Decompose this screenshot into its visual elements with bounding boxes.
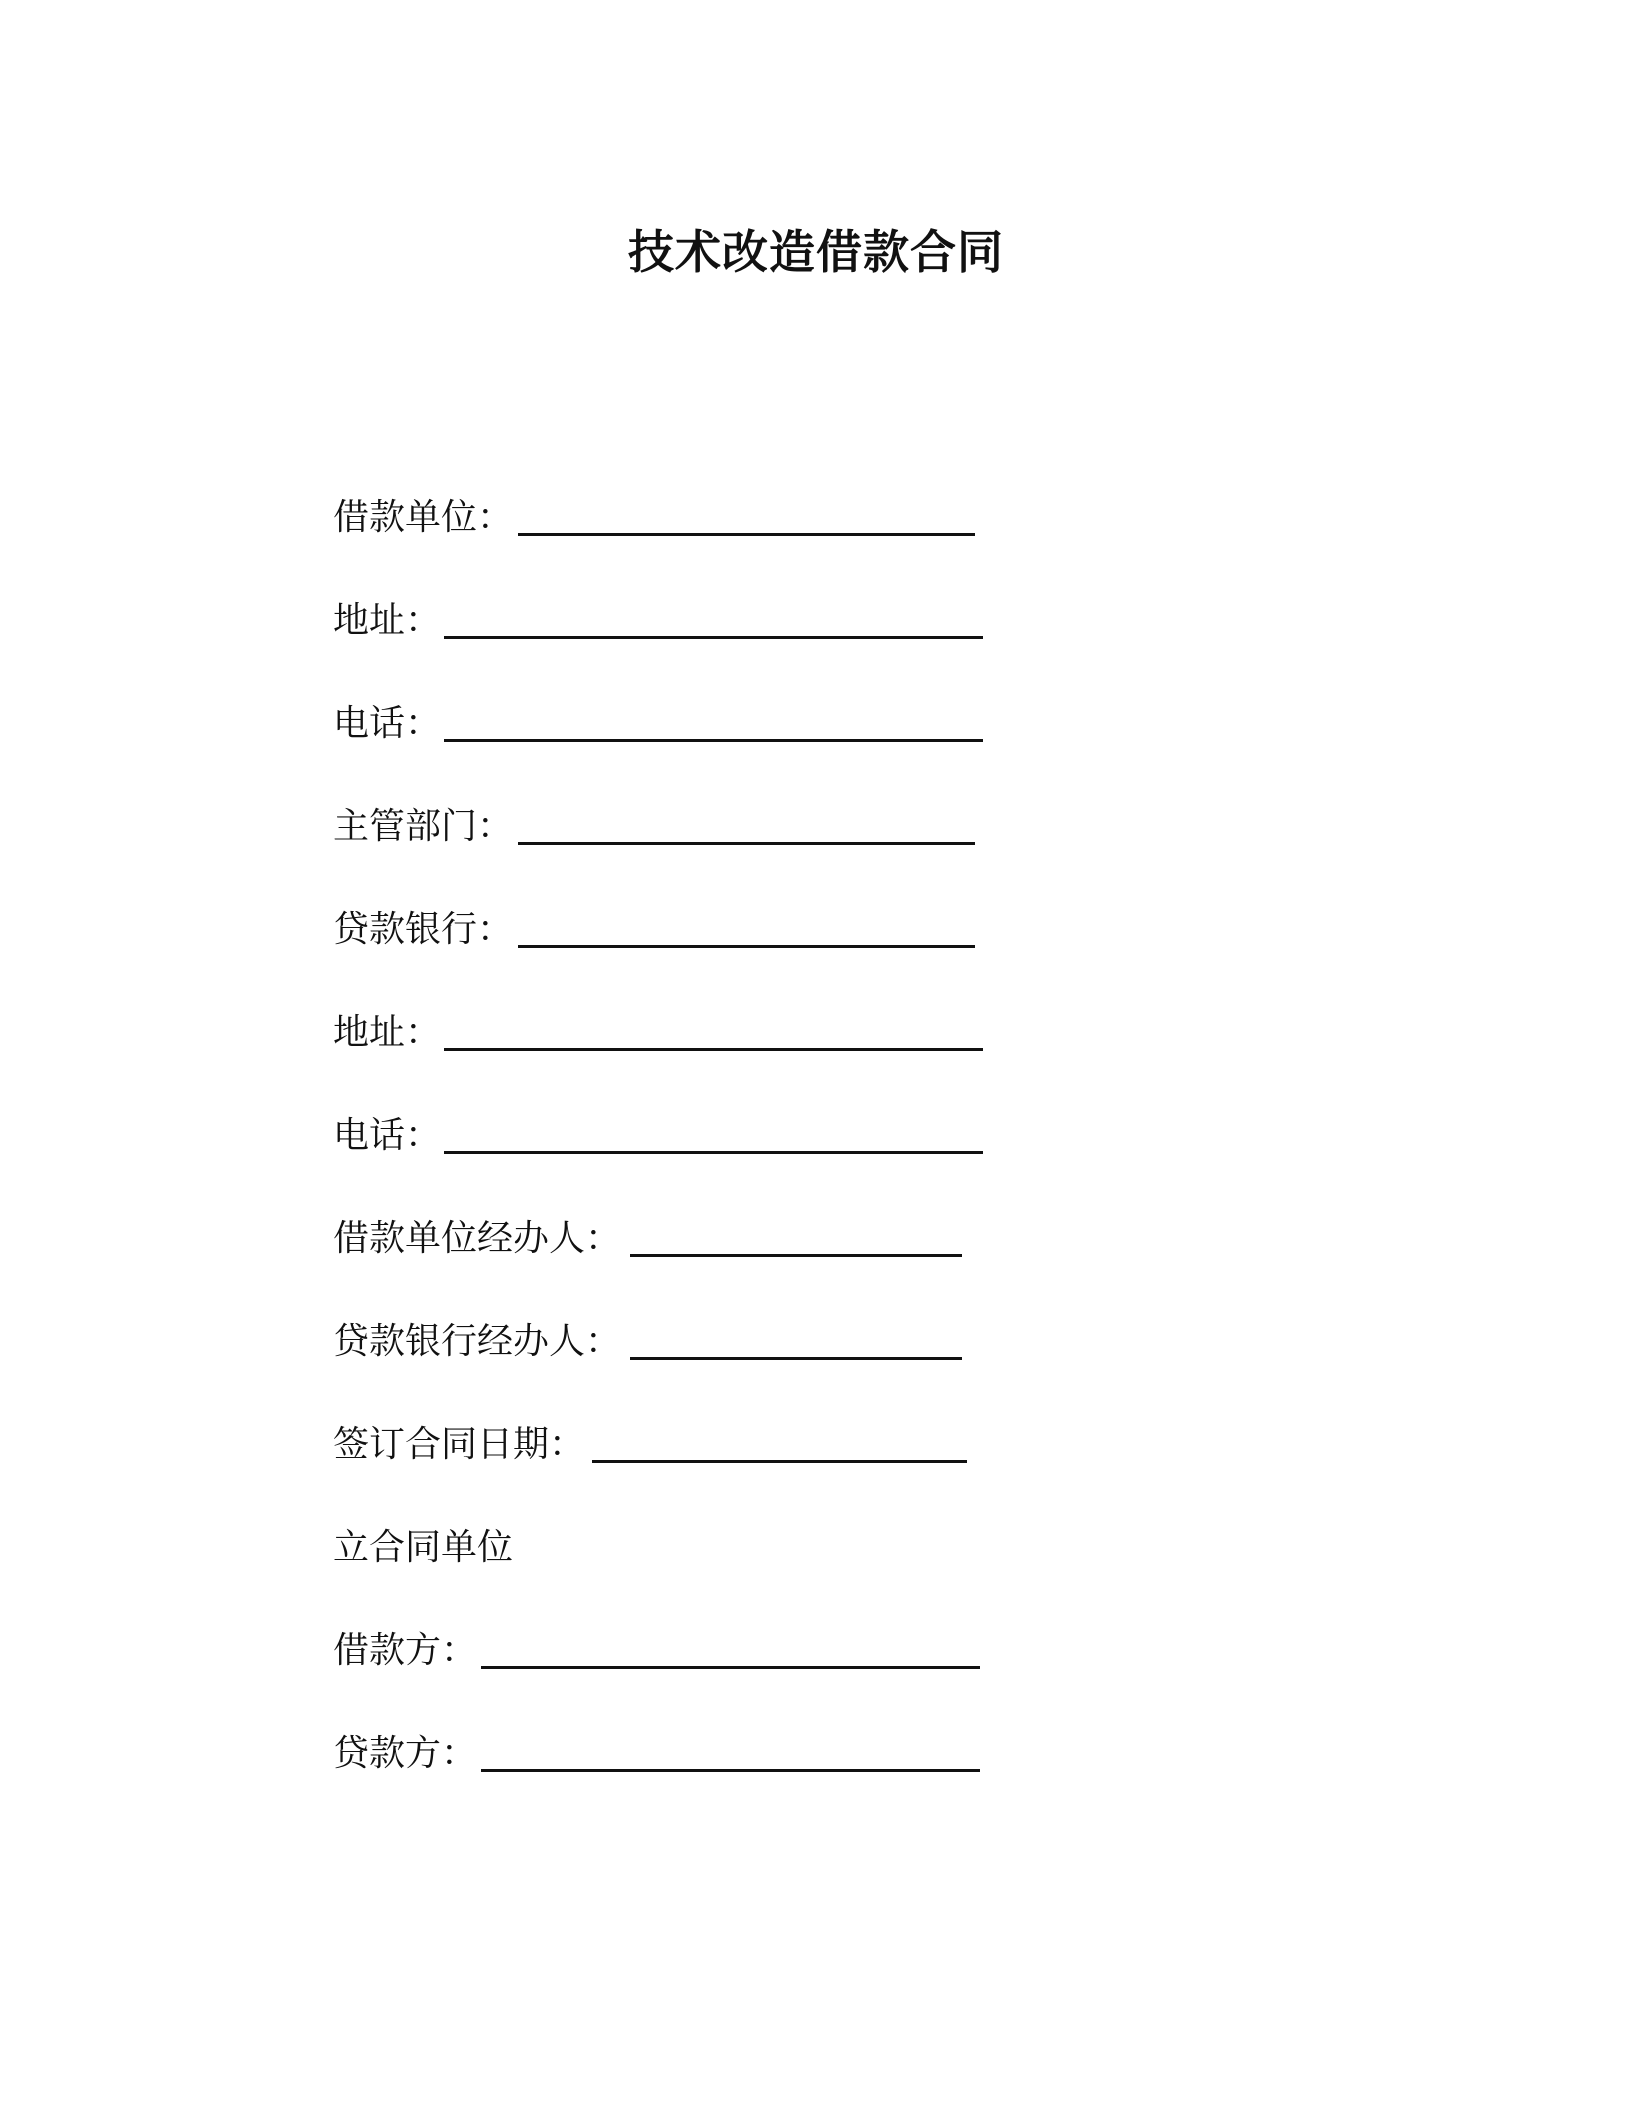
field-label-borrower-address: 地址：	[333, 600, 442, 641]
field-label-bank-agent: 贷款银行经办人：	[333, 1321, 622, 1362]
field-label-borrower-unit: 借款单位：	[333, 497, 514, 538]
field-label-supervising-department: 主管部门：	[333, 806, 514, 847]
blank-line-supervising-department[interactable]	[518, 842, 975, 845]
field-label-borrower-agent: 借款单位经办人：	[333, 1218, 622, 1259]
blank-line-borrower-phone[interactable]	[444, 739, 983, 742]
blank-line-bank-phone[interactable]	[444, 1151, 983, 1154]
field-label-borrower-phone: 电话：	[333, 703, 442, 744]
blank-line-borrower-address[interactable]	[444, 636, 983, 639]
blank-line-bank-address[interactable]	[444, 1048, 983, 1051]
field-label-bank-address: 地址：	[333, 1012, 442, 1053]
blank-line-borrower-party[interactable]	[481, 1666, 980, 1669]
field-label-signing-date: 签订合同日期：	[333, 1424, 586, 1465]
field-label-lender-party: 贷款方：	[333, 1733, 478, 1774]
field-label-lending-bank: 贷款银行：	[333, 909, 514, 950]
blank-line-lender-party[interactable]	[481, 1769, 980, 1772]
blank-line-borrower-agent[interactable]	[630, 1254, 962, 1257]
section-heading-contracting-parties: 立合同单位	[333, 1527, 514, 1568]
document-title: 技术改造借款合同	[628, 225, 1004, 279]
blank-line-borrower-unit[interactable]	[518, 533, 975, 536]
field-label-borrower-party: 借款方：	[333, 1630, 478, 1671]
blank-line-lending-bank[interactable]	[518, 945, 975, 948]
blank-line-bank-agent[interactable]	[630, 1357, 962, 1360]
field-label-bank-phone: 电话：	[333, 1115, 442, 1156]
blank-line-signing-date[interactable]	[592, 1460, 967, 1463]
